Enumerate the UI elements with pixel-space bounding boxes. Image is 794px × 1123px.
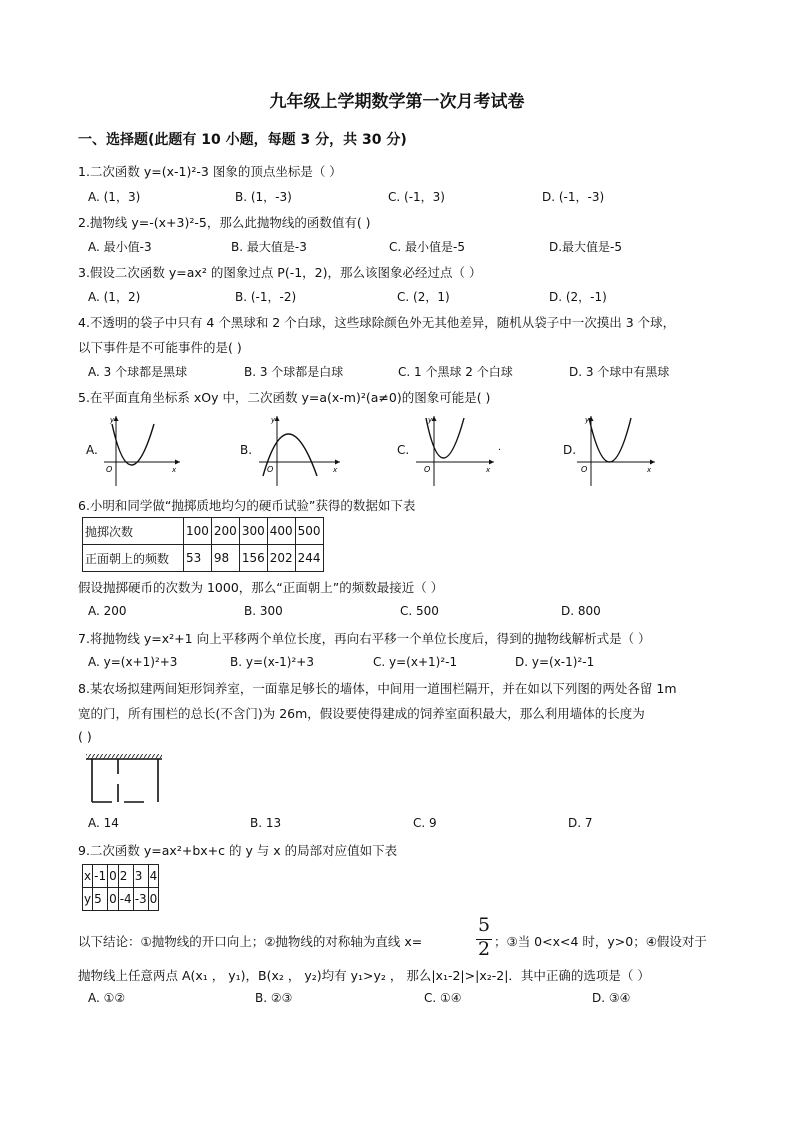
question-9-conclusions-line1a: 以下结论：①抛物线的开口向上；②抛物线的对称轴为直线 x= xyxy=(78,934,423,949)
question-4-stem-line2: 以下事件是不可能事件的是( ) xyxy=(78,340,242,355)
q4-option-c: C. 1 个黑球 2 个白球 xyxy=(398,365,513,379)
q6-option-d: D. 800 xyxy=(561,604,601,618)
table-cell: -3 xyxy=(133,888,148,911)
q5-graph-c xyxy=(412,410,512,488)
question-2-stem: 2.抛物线 y=-(x+3)²-5，那么此抛物线的函数值有( ) xyxy=(78,215,371,230)
table-cell: 156 xyxy=(239,545,267,572)
q8-option-d: D. 7 xyxy=(568,816,593,830)
q5d-origin: O xyxy=(581,465,588,474)
q5-option-b: B. xyxy=(240,443,253,457)
q4-option-a: A. 3 个球都是黑球 xyxy=(88,365,188,379)
q5b-axis-x: x xyxy=(333,466,338,474)
q5c-origin: O xyxy=(424,465,431,474)
q4-option-b: B. 3 个球都是白球 xyxy=(244,365,344,379)
q7-option-c: C. y=(x+1)²-1 xyxy=(373,655,458,669)
table-cell: 5 xyxy=(93,888,108,911)
q5-option-a: A. xyxy=(86,443,98,457)
q4-option-d: D. 3 个球中有黑球 xyxy=(569,365,670,379)
q5d-axis-y: y xyxy=(585,416,590,424)
q3-option-d: D. (2，-1) xyxy=(549,290,607,304)
q5-graph-d xyxy=(575,410,660,488)
q7-option-d: D. y=(x-1)²-1 xyxy=(515,655,595,669)
table-cell: 200 xyxy=(211,518,239,545)
table-row xyxy=(83,865,159,888)
question-9-conclusions-line2: 抛物线上任意两点 A(x₁ ， y₁)，B(x₂ ， y₂)均有 y₁>y₂ ， 那么|x₁-2|>|x₂-2|．其中正确的选项是（ ） xyxy=(78,968,650,983)
q9-data-table xyxy=(82,864,159,911)
q5-option-d: D. xyxy=(563,443,577,457)
q5-option-c: C. xyxy=(397,443,410,457)
q8-option-a: A. 14 xyxy=(88,816,119,830)
q9-fraction-numerator: 5 xyxy=(477,914,491,936)
table-cell: 3 xyxy=(133,865,148,888)
page-title: 九年级上学期数学第一次月考试卷 xyxy=(269,92,525,112)
q5c-axis-y: y xyxy=(428,416,433,424)
table-cell: 400 xyxy=(267,518,295,545)
question-8-stem-line2: 宽的门，所有围栏的总长(不含门)为 26m，假设要使得建成的饲养室面积最大，那么利用墙体的长度为 xyxy=(78,706,645,721)
q2-option-b: B. 最大值是-3 xyxy=(231,240,307,254)
q6-data-table xyxy=(82,517,324,572)
q5c-dot: · xyxy=(498,445,502,456)
section-heading: 一、选择题(此题有 10 小题，每题 3 分，共 30 分) xyxy=(78,132,407,148)
table-cell: 0 xyxy=(108,888,119,911)
q5a-origin: O xyxy=(106,465,113,474)
q9-option-b: B. ②③ xyxy=(255,991,293,1005)
table-cell: 500 xyxy=(295,518,323,545)
q5-graph-b xyxy=(255,410,345,488)
table-cell: 抛掷次数 xyxy=(83,518,184,545)
question-8-stem-line3: ( ) xyxy=(78,729,92,744)
q5c-axis-x: x xyxy=(486,466,491,474)
q9-fraction-denominator: 2 xyxy=(477,938,491,960)
table-cell: y xyxy=(83,888,93,911)
q9-option-d: D. ③④ xyxy=(592,991,631,1005)
q5-graph-a xyxy=(100,410,185,488)
question-6-stem: 6.小明和同学做“抛掷质地均匀的硬币试验”获得的数据如下表 xyxy=(78,498,416,513)
q8-pen-diagram xyxy=(80,752,170,808)
question-7-stem: 7.将抛物线 y=x²+1 向上平移两个单位长度，再向右平移一个单位长度后，得到的抛物线解析式是（ ） xyxy=(78,631,651,646)
table-cell: 202 xyxy=(267,545,295,572)
table-cell: 53 xyxy=(184,545,212,572)
question-9-stem: 9.二次函数 y=ax²+bx+c 的 y 与 x 的局部对应值如下表 xyxy=(78,843,398,858)
question-8-stem-line1: 8.某农场拟建两间矩形饲养室，一面靠足够长的墙体，中间用一道围栏隔开，并在如以下列图的两处各留 1m xyxy=(78,681,677,696)
table-cell: -4 xyxy=(118,888,133,911)
q5b-origin: O xyxy=(267,465,274,474)
table-row xyxy=(83,888,159,911)
table-cell: 0 xyxy=(148,888,159,911)
q1-option-c: C. (-1，3) xyxy=(388,190,445,204)
question-5-stem: 5.在平面直角坐标系 xOy 中，二次函数 y=a(x-m)²(a≠0)的图象可能是( ) xyxy=(78,390,491,405)
table-cell: -1 xyxy=(93,865,108,888)
q6-option-c: C. 500 xyxy=(400,604,439,618)
q8-option-b: B. 13 xyxy=(250,816,282,830)
table-cell: 4 xyxy=(148,865,159,888)
table-cell: x xyxy=(83,865,93,888)
table-row xyxy=(83,545,324,572)
question-9-conclusions-line1b: ；③当 0<x<4 时，y>0；④假设对于 xyxy=(494,934,707,949)
q8-option-c: C. 9 xyxy=(413,816,437,830)
q5a-axis-y: y xyxy=(110,416,115,424)
table-cell: 0 xyxy=(108,865,119,888)
q9-option-c: C. ①④ xyxy=(424,991,462,1005)
q3-option-b: B. (-1，-2) xyxy=(235,290,297,304)
q7-option-a: A. y=(x+1)²+3 xyxy=(88,655,178,669)
q5b-axis-y: y xyxy=(271,416,276,424)
table-cell: 正面朝上的频数 xyxy=(83,545,184,572)
q6-option-b: B. 300 xyxy=(244,604,283,618)
table-cell: 300 xyxy=(239,518,267,545)
q3-option-a: A. (1，2) xyxy=(88,290,141,304)
question-6-stem-2: 假设抛掷硬币的次数为 1000，那么“正面朝上”的频数最接近（ ） xyxy=(78,580,444,595)
q3-option-c: C. (2，1) xyxy=(397,290,450,304)
q2-option-c: C. 最小值是-5 xyxy=(389,240,465,254)
q9-option-a: A. ①② xyxy=(88,991,126,1005)
q5a-axis-x: x xyxy=(172,466,177,474)
q5d-axis-x: x xyxy=(647,466,652,474)
q2-option-a: A. 最小值-3 xyxy=(88,240,152,254)
q2-option-d: D.最大值是-5 xyxy=(549,240,623,254)
question-4-stem-line1: 4.不透明的袋子中只有 4 个黑球和 2 个白球，这些球除颜色外无其他差异，随机从袋子中一次摸出 3 个球， xyxy=(78,315,676,330)
q1-option-a: A. (1，3) xyxy=(88,190,141,204)
table-cell: 244 xyxy=(295,545,323,572)
table-row xyxy=(83,518,324,545)
question-3-stem: 3.假设二次函数 y=ax² 的图象过点 P(-1，2)，那么该图象必经过点（ ） xyxy=(78,265,482,280)
table-cell: 2 xyxy=(118,865,133,888)
q1-option-b: B. (1，-3) xyxy=(235,190,292,204)
q6-option-a: A. 200 xyxy=(88,604,127,618)
table-cell: 98 xyxy=(211,545,239,572)
q7-option-b: B. y=(x-1)²+3 xyxy=(230,655,314,669)
q1-option-d: D. (-1，-3) xyxy=(542,190,605,204)
question-1-stem: 1.二次函数 y=(x-1)²-3 图象的顶点坐标是（ ） xyxy=(78,164,342,179)
table-cell: 100 xyxy=(184,518,212,545)
